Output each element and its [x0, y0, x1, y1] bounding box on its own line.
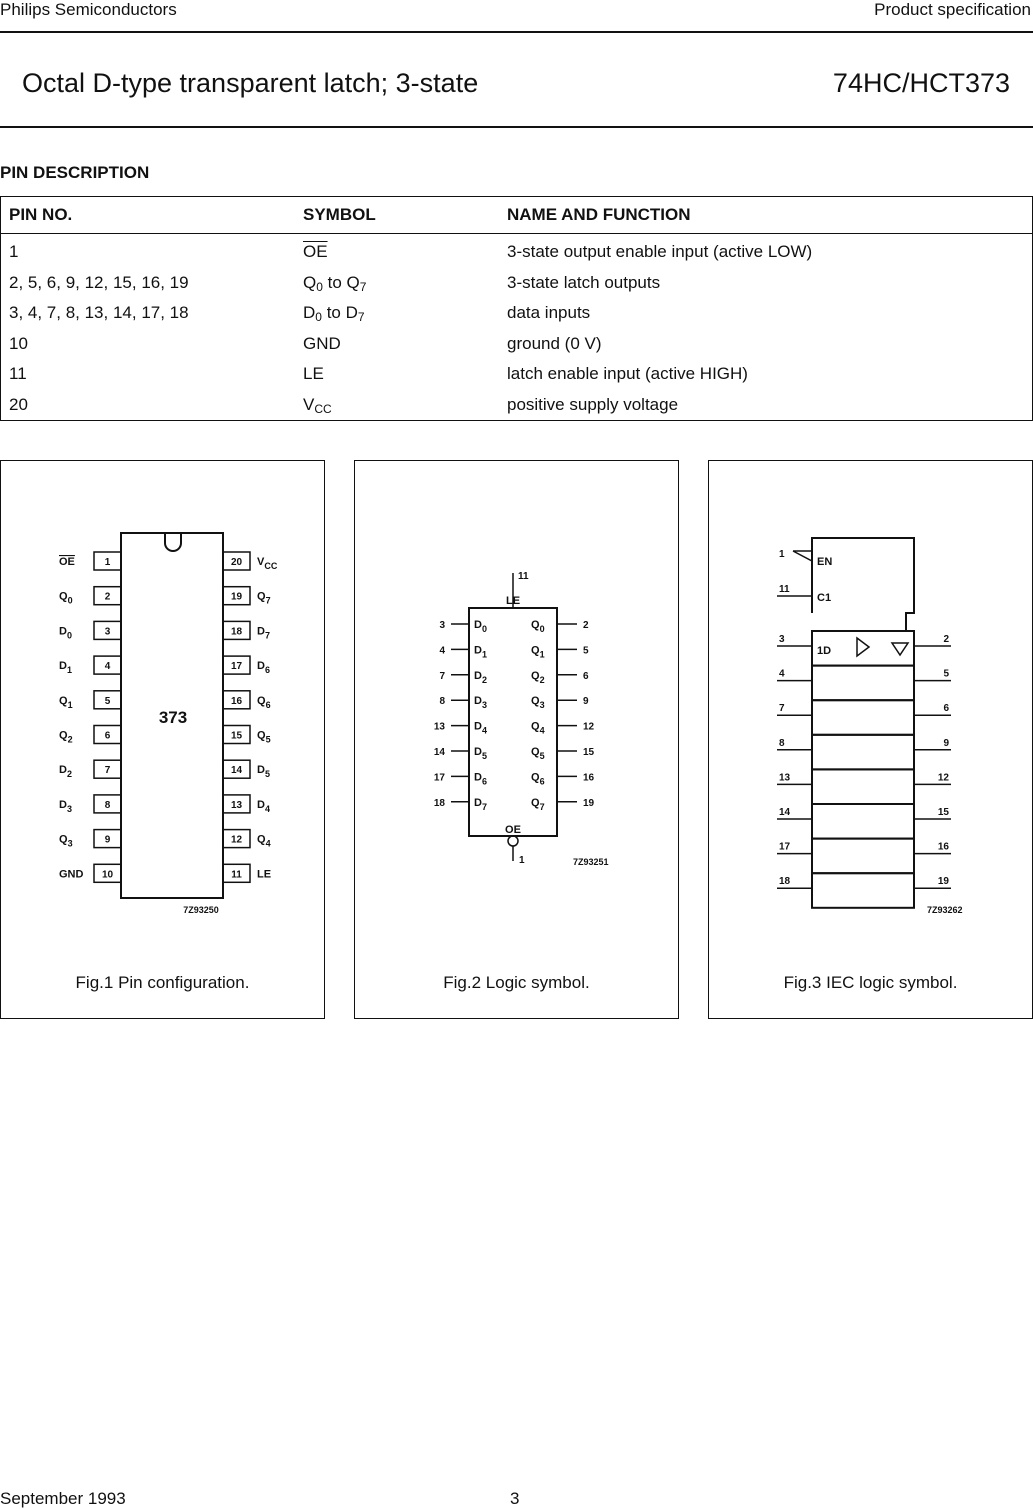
pin-number: 15 — [230, 730, 243, 742]
output-label — [531, 619, 545, 634]
figure-iec-logic-symbol — [708, 460, 1033, 1019]
pin-number: 6 — [583, 670, 589, 682]
latch-cell — [812, 769, 914, 804]
function-cell: 3-state latch outputs — [507, 272, 661, 292]
pin-number: 4 — [779, 668, 785, 680]
pin-number: 3 — [779, 634, 785, 645]
label-subscript: 1 — [481, 649, 487, 660]
label-main: LE — [257, 868, 272, 881]
label-main: Q — [59, 833, 68, 846]
pin-description-table — [0, 196, 1033, 421]
footer-date: September 1993 — [0, 1489, 126, 1508]
label-main: Q — [257, 590, 266, 603]
pin-label — [59, 764, 72, 779]
label-subscript: 6 — [481, 776, 487, 787]
pin-label — [59, 834, 73, 849]
label-subscript: CC — [264, 561, 278, 571]
symbol-cell — [295, 268, 499, 299]
latch-cell — [812, 735, 914, 770]
pin-label — [59, 625, 72, 640]
symbol-rest: to Q — [322, 272, 360, 292]
pin-number: 14 — [230, 765, 243, 777]
pin-number: 11 — [518, 571, 529, 582]
pin-label — [59, 660, 72, 675]
symbol-main: V — [303, 394, 315, 414]
label-subscript: 4 — [481, 725, 487, 736]
function-cell: ground (0 V) — [507, 333, 602, 353]
label-subscript: 0 — [539, 624, 545, 634]
symbol-main: Q — [303, 272, 317, 292]
label-subscript: 4 — [264, 803, 270, 814]
input-label — [474, 771, 487, 786]
figure-pin-configuration — [0, 460, 325, 1019]
pin-number: 11 — [231, 869, 242, 881]
pin-number: 4 — [104, 661, 111, 673]
label-main: D — [474, 644, 482, 657]
pin-number: 2 — [583, 620, 589, 631]
table-row — [1, 268, 1033, 299]
pin-label — [59, 695, 73, 710]
label-main: D — [474, 746, 482, 758]
pin-number: 6 — [104, 730, 111, 742]
iec-logic-symbol-diagram — [709, 461, 1033, 1020]
label-subscript: 5 — [265, 734, 271, 745]
pin-number: 2 — [943, 634, 949, 645]
pin-number: 8 — [104, 799, 111, 811]
pin-number: 12 — [230, 834, 243, 846]
pin-number: 18 — [230, 626, 243, 638]
label-main: Q — [531, 720, 540, 733]
pin-number: 16 — [583, 772, 595, 784]
pin-number: 1 — [779, 549, 785, 560]
input-label — [474, 797, 487, 812]
table-row — [1, 234, 1033, 268]
title-rule — [0, 126, 1033, 128]
pin-label — [59, 799, 72, 814]
pin-number: 7 — [104, 765, 111, 777]
pin-label — [257, 556, 278, 571]
label-main: Q — [531, 669, 540, 682]
figure-caption: Fig.3 IEC logic symbol. — [783, 973, 958, 992]
pin-number: 6 — [943, 703, 949, 715]
column-header: SYMBOL — [295, 197, 499, 234]
pin-number: 13 — [230, 799, 243, 811]
pin-number: 16 — [230, 695, 243, 707]
pin-label — [257, 868, 271, 880]
latch-cell — [812, 666, 914, 701]
label-subscript: 3 — [481, 700, 487, 711]
en-line — [793, 551, 812, 561]
label-main: D — [257, 625, 265, 638]
label-main: Q — [531, 746, 540, 758]
pin-number: 14 — [433, 747, 445, 758]
figure-code: 7Z93251 — [573, 857, 609, 867]
pin-label: LE — [505, 595, 521, 607]
label-subscript: 3 — [67, 838, 73, 849]
label-subscript: 3 — [66, 803, 72, 814]
table-row — [1, 359, 1033, 390]
pin-number: 18 — [779, 876, 791, 888]
pin-label — [257, 695, 271, 710]
output-label — [531, 771, 545, 786]
input-label — [474, 721, 487, 736]
symbol-main: $\overline{OE}$ — [303, 242, 328, 262]
pin-number: 1 — [519, 855, 525, 866]
label-main: GND — [59, 868, 84, 881]
pin-number: 17 — [433, 772, 445, 784]
label-main: D — [474, 796, 482, 809]
part-number: 74HC/HCT373 — [832, 68, 1010, 98]
latch-cell — [812, 700, 914, 735]
pin-number: 3 — [439, 620, 445, 631]
column-header: NAME AND FUNCTION — [499, 197, 1033, 234]
pin-number: 3 — [104, 626, 111, 638]
pin-number-cell: 10 — [9, 333, 28, 353]
pin-number-cell: 20 — [9, 394, 28, 414]
output-label — [531, 670, 545, 685]
latch-cell — [812, 804, 914, 839]
figure-code: 7Z93250 — [183, 905, 219, 915]
label-main: D — [474, 695, 482, 708]
figure-code: 7Z93262 — [927, 905, 963, 915]
label-subscript: 1 — [67, 699, 73, 710]
label-main: D — [474, 619, 482, 631]
pin-number: 5 — [943, 668, 949, 680]
column-header: PIN NO. — [1, 197, 296, 234]
table-row — [1, 329, 1033, 360]
symbol-cell — [295, 359, 499, 390]
label-subscript: 0 — [67, 595, 73, 606]
pin-number: 20 — [230, 557, 243, 568]
symbol-main: D — [303, 303, 316, 323]
pin-number: 12 — [937, 772, 949, 784]
label-main: Q — [59, 729, 68, 742]
pin-number: 17 — [230, 661, 243, 673]
table-row — [1, 390, 1033, 421]
section-heading: PIN DESCRIPTION — [0, 163, 150, 182]
pin-label — [257, 625, 270, 640]
logic-symbol-diagram — [355, 461, 680, 1020]
label-main: D — [59, 798, 67, 811]
pin-number: 9 — [104, 834, 111, 846]
label-subscript: 2 — [539, 674, 545, 685]
label-main: D — [257, 798, 265, 811]
pin-number: 16 — [937, 841, 949, 853]
output-label — [531, 721, 545, 736]
label-main: D — [59, 625, 67, 638]
control-block — [812, 538, 914, 631]
pin-number: 12 — [583, 721, 595, 733]
pin-number: 19 — [230, 591, 243, 603]
label-main: Q — [59, 694, 68, 707]
label-main: D — [59, 660, 67, 673]
label-subscript: 2 — [67, 734, 73, 745]
document-type: Product specification — [874, 0, 1031, 19]
pin-number-cell: 1 — [9, 242, 19, 262]
label-main: Q — [257, 833, 266, 846]
pin-label — [59, 556, 75, 568]
page-number: 3 — [510, 1489, 520, 1508]
pin-label — [59, 868, 84, 880]
figure-caption: Fig.2 Logic symbol. — [443, 973, 590, 992]
pin-number: 4 — [439, 645, 445, 657]
symbol-subscript: 0 — [315, 310, 322, 325]
output-label — [531, 644, 545, 659]
pin-number: 5 — [104, 695, 111, 707]
label-subscript: 5 — [481, 751, 487, 761]
label-subscript: 2 — [481, 674, 487, 685]
output-label — [531, 797, 545, 812]
label-main: V — [257, 556, 265, 568]
pin-number: 5 — [583, 645, 589, 657]
label-main: Q — [257, 729, 266, 742]
pin-number: 7 — [439, 670, 445, 682]
input-label — [474, 644, 487, 659]
pin-label — [257, 591, 271, 606]
pin-label: OE — [505, 824, 521, 836]
inversion-bubble — [508, 836, 518, 846]
label-main: Q — [531, 619, 540, 631]
pin-number: 2 — [104, 591, 111, 603]
pin-label — [59, 591, 73, 606]
label-subscript: 6 — [265, 699, 271, 710]
function-cell: positive supply voltage — [507, 394, 679, 414]
symbol-main: LE — [303, 364, 324, 384]
symbol-subscript: 0 — [316, 279, 323, 294]
label-main: D — [474, 771, 482, 784]
symbol-cell — [295, 298, 499, 329]
label-subscript: 1 — [539, 649, 545, 660]
label-subscript: 0 — [481, 624, 487, 634]
pin-number: 19 — [937, 876, 949, 888]
pin-label — [257, 730, 271, 745]
label-subscript: 2 — [66, 769, 72, 780]
symbol-subscript: 7 — [359, 279, 367, 294]
company-name: Philips Semiconductors — [0, 0, 177, 19]
symbol-rest: to D — [321, 303, 358, 323]
pin-number: 15 — [937, 807, 949, 818]
d-label: 1D — [817, 645, 832, 657]
label-subscript: 5 — [539, 751, 545, 761]
label-main: Q — [59, 590, 68, 603]
three-state-symbol — [892, 643, 908, 655]
label-main: Q — [257, 694, 266, 707]
pin-number-cell: 11 — [9, 364, 27, 384]
label-main: D — [474, 669, 482, 682]
pin-number: 8 — [779, 737, 785, 749]
symbol-subscript: CC — [314, 401, 332, 416]
pin-number-cell: 2, 5, 6, 9, 12, 15, 16, 19 — [9, 272, 189, 292]
label-subscript: 7 — [265, 595, 271, 606]
output-label — [531, 695, 545, 710]
function-cell: data inputs — [507, 303, 591, 323]
symbol-cell — [295, 329, 499, 360]
label-main: Q — [531, 695, 540, 708]
header-rule — [0, 31, 1033, 33]
label-subscript: 7 — [264, 630, 270, 641]
table-row — [1, 298, 1033, 329]
pin-number: 1 — [104, 557, 111, 568]
pin-number-cell: 3, 4, 7, 8, 13, 14, 17, 18 — [9, 303, 189, 323]
label-subscript: 3 — [539, 700, 545, 711]
label-subscript: 1 — [66, 665, 72, 676]
pin-number: 9 — [943, 737, 949, 749]
pin-label — [257, 799, 270, 814]
figure-logic-symbol — [354, 460, 679, 1019]
function-cell: latch enable input (active HIGH) — [507, 364, 748, 384]
label-subscript: 4 — [265, 838, 271, 849]
input-label — [474, 619, 487, 634]
control-label: EN — [817, 556, 833, 568]
label-main: D — [59, 764, 67, 777]
pin-label — [257, 764, 270, 779]
latch-cell — [812, 873, 914, 908]
label-main: Q — [531, 771, 540, 784]
pin-number: 11 — [779, 584, 790, 595]
symbol-main: GND — [303, 333, 341, 353]
label-main: OE — [59, 556, 75, 568]
input-label — [474, 670, 487, 685]
figure-caption: Fig.1 Pin configuration. — [75, 973, 250, 992]
latch-cell — [812, 839, 914, 874]
label-subscript: 4 — [539, 725, 545, 736]
label-subscript: 6 — [264, 665, 270, 676]
pin-number: 17 — [779, 841, 791, 853]
function-cell: 3-state output enable input (active LOW) — [507, 242, 813, 262]
pin-number: 9 — [583, 696, 589, 708]
pin-number: 8 — [439, 696, 445, 708]
pin-configuration-diagram — [1, 461, 326, 1020]
pin-number: 15 — [583, 747, 595, 758]
pin-label — [59, 730, 73, 745]
pin-number: 19 — [583, 797, 595, 809]
label-subscript: 7 — [481, 801, 487, 812]
symbol-cell — [295, 234, 499, 268]
pin-number: 14 — [779, 807, 791, 818]
document-title: Octal D-type transparent latch; 3-state — [22, 68, 479, 98]
label-subscript: 5 — [264, 769, 270, 780]
pin-number: 18 — [433, 797, 445, 809]
pin-label — [257, 834, 271, 849]
pin-label — [257, 660, 270, 675]
label-subscript: 7 — [539, 801, 545, 812]
pin-number: 13 — [779, 772, 791, 784]
input-label — [474, 695, 487, 710]
control-label: C1 — [817, 592, 832, 604]
label-main: D — [474, 720, 482, 733]
label-subscript: 6 — [539, 776, 545, 787]
label-main: Q — [531, 796, 540, 809]
chip-label: 373 — [158, 708, 188, 727]
chip-notch — [165, 533, 181, 551]
table-header-row — [1, 197, 1033, 234]
symbol-subscript: 7 — [357, 310, 365, 325]
input-label — [474, 746, 487, 761]
label-main: Q — [531, 644, 540, 657]
buffer-symbol — [857, 638, 869, 656]
label-main: D — [257, 660, 265, 673]
label-main: D — [257, 764, 265, 777]
pin-number: 7 — [779, 703, 785, 715]
pin-number: 10 — [101, 869, 114, 881]
label-subscript: 0 — [66, 630, 72, 641]
output-label — [531, 746, 545, 761]
pin-number: 13 — [433, 721, 445, 733]
symbol-cell — [295, 390, 499, 421]
